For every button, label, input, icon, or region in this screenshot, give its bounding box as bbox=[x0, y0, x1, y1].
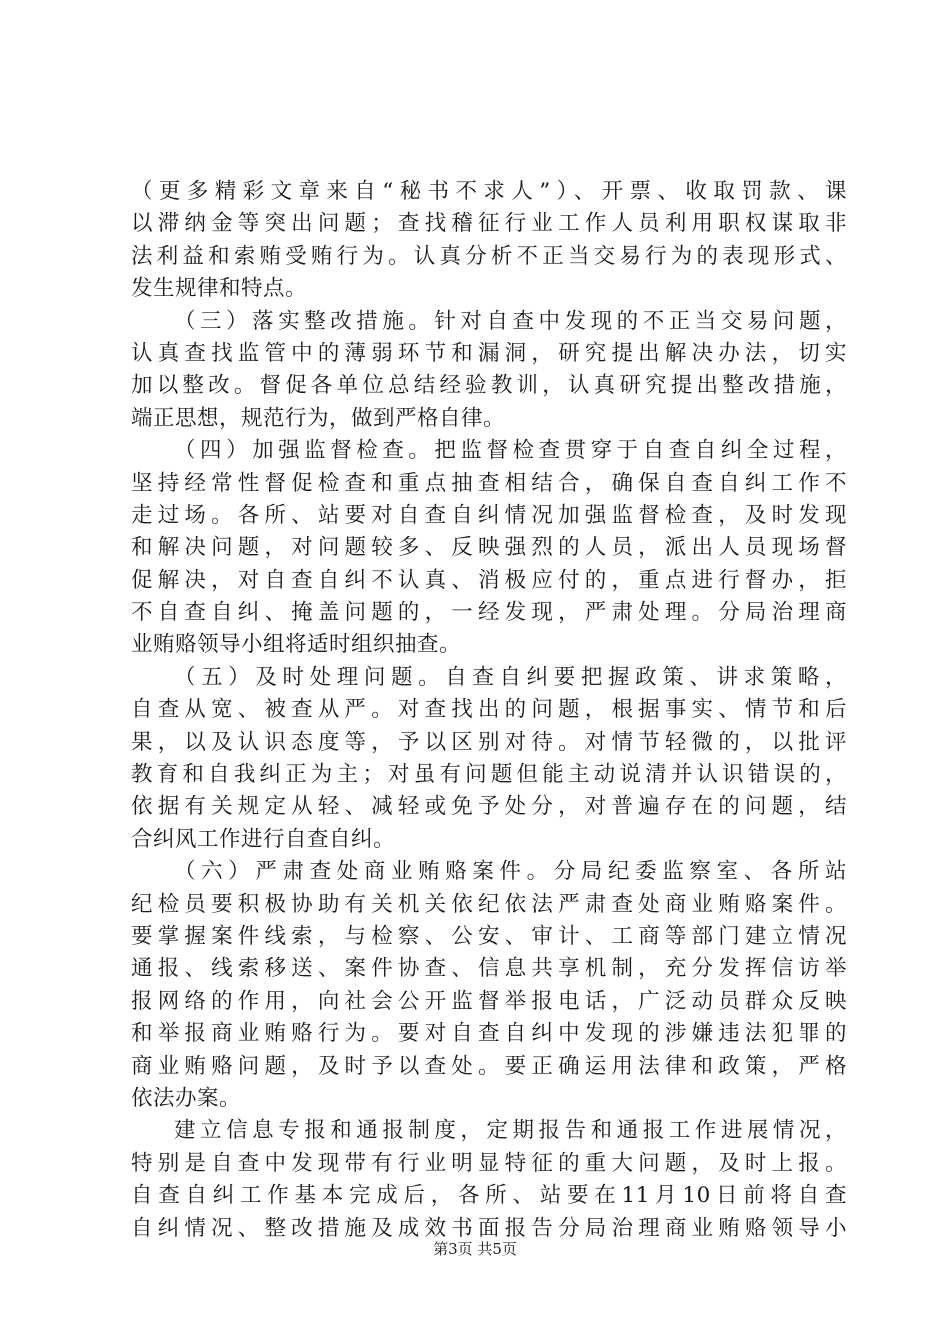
text-line: 依据有关规定从轻、减轻或免予处分，对普遍存在的问题，结 bbox=[131, 794, 847, 820]
text-line: 建立信息专报和通报制度，定期报告和通报工作进展情况， bbox=[174, 1118, 847, 1144]
text-line: 端正思想，规范行为，做到严格自律。 bbox=[131, 405, 506, 431]
text-line: 促解决，对自查自纠不认真、消极应付的，重点进行督办，拒 bbox=[131, 567, 847, 593]
text-line: 报网络的作用，向社会公开监督举报电话，广泛动员群众反映 bbox=[131, 988, 847, 1014]
text-line: 坚持经常性督促检查和重点抽查相结合，确保自查自纠工作不 bbox=[131, 470, 847, 496]
text-line: 教育和自我纠正为主；对虽有问题但能主动说清并认识错误的， bbox=[131, 762, 847, 788]
document-body bbox=[131, 176, 847, 1245]
text-line: 加以整改。督促各单位总结经验教训，认真研究提出整改措施， bbox=[131, 373, 847, 399]
text-line: 走过场。各所、站要对自查自纠情况加强监督检查，及时发现 bbox=[131, 502, 847, 528]
text-line: 发生规律和特点。 bbox=[131, 276, 308, 302]
paragraph-section-5 bbox=[131, 662, 847, 856]
text-line: 和举报商业贿赂行为。要对自查自纠中发现的涉嫌违法犯罪的 bbox=[131, 1021, 847, 1047]
text-line: 依法办案。 bbox=[131, 1085, 242, 1111]
text-line: （六）严肃查处商业贿赂案件。分局纪委监察室、各所站 bbox=[174, 859, 847, 885]
text-line: 以滞纳金等突出问题；查找稽征行业工作人员利用职权谋取非 bbox=[131, 211, 847, 237]
text-line: （五）及时处理问题。自查自纠要把握政策、讲求策略， bbox=[174, 664, 847, 690]
text-line: 不自查自纠、掩盖问题的，一经发现，严肃处理。分局治理商 bbox=[131, 600, 847, 626]
text-line: （更多精彩文章来自“秘书不求人”）、开票、收取罚款、课 bbox=[131, 179, 847, 204]
paragraph-section-6 bbox=[131, 856, 847, 1115]
paragraph-section-4 bbox=[131, 435, 847, 662]
text-line: 法利益和索贿受贿行为。认真分析不正当交易行为的表现形式、 bbox=[131, 243, 847, 269]
paragraph-intro-continued bbox=[131, 176, 847, 306]
text-line: 合纠风工作进行自查自纠。 bbox=[131, 826, 396, 852]
text-line: 自查从宽、被查从严。对查找出的问题，根据事实、情节和后 bbox=[131, 697, 847, 723]
text-line: 商业贿赂问题，及时予以查处。要正确运用法律和政策，严格 bbox=[131, 1053, 847, 1079]
page-number-footer: 第3页 共5页 bbox=[433, 1240, 517, 1258]
text-line: 认真查找监管中的薄弱环节和漏洞，研究提出解决办法，切实 bbox=[131, 340, 847, 366]
text-line: 纪检员要积极协助有关机关依纪依法严肃查处商业贿赂案件。 bbox=[131, 891, 847, 917]
text-line: 通报、线索移送、案件协查、信息共享机制，充分发挥信访举 bbox=[131, 956, 847, 982]
text-line: 业贿赂领导小组将适时组织抽查。 bbox=[131, 632, 462, 658]
text-line: 要掌握案件线索，与检察、公安、审计、工商等部门建立情况 bbox=[131, 923, 847, 949]
text-line: 自查自纠工作基本完成后，各所、站要在11月10日前将自查 bbox=[131, 1183, 847, 1209]
text-line: 特别是自查中发现带有行业明显特征的重大问题，及时上报。 bbox=[131, 1150, 847, 1176]
text-line: （三）落实整改措施。针对自查中发现的不正当交易问题， bbox=[174, 308, 847, 334]
text-line: 和解决问题，对问题较多、反映强烈的人员，派出人员现场督 bbox=[131, 535, 847, 561]
paragraph-reporting bbox=[131, 1115, 847, 1245]
text-line: 自纠情况、整改措施及成效书面报告分局治理商业贿赂领导小 bbox=[131, 1215, 847, 1241]
text-line: （四）加强监督检查。把监督检查贯穿于自查自纠全过程， bbox=[174, 438, 847, 464]
paragraph-section-3 bbox=[131, 306, 847, 436]
text-line: 果，以及认识态度等，予以区别对待。对情节轻微的，以批评 bbox=[131, 729, 847, 755]
